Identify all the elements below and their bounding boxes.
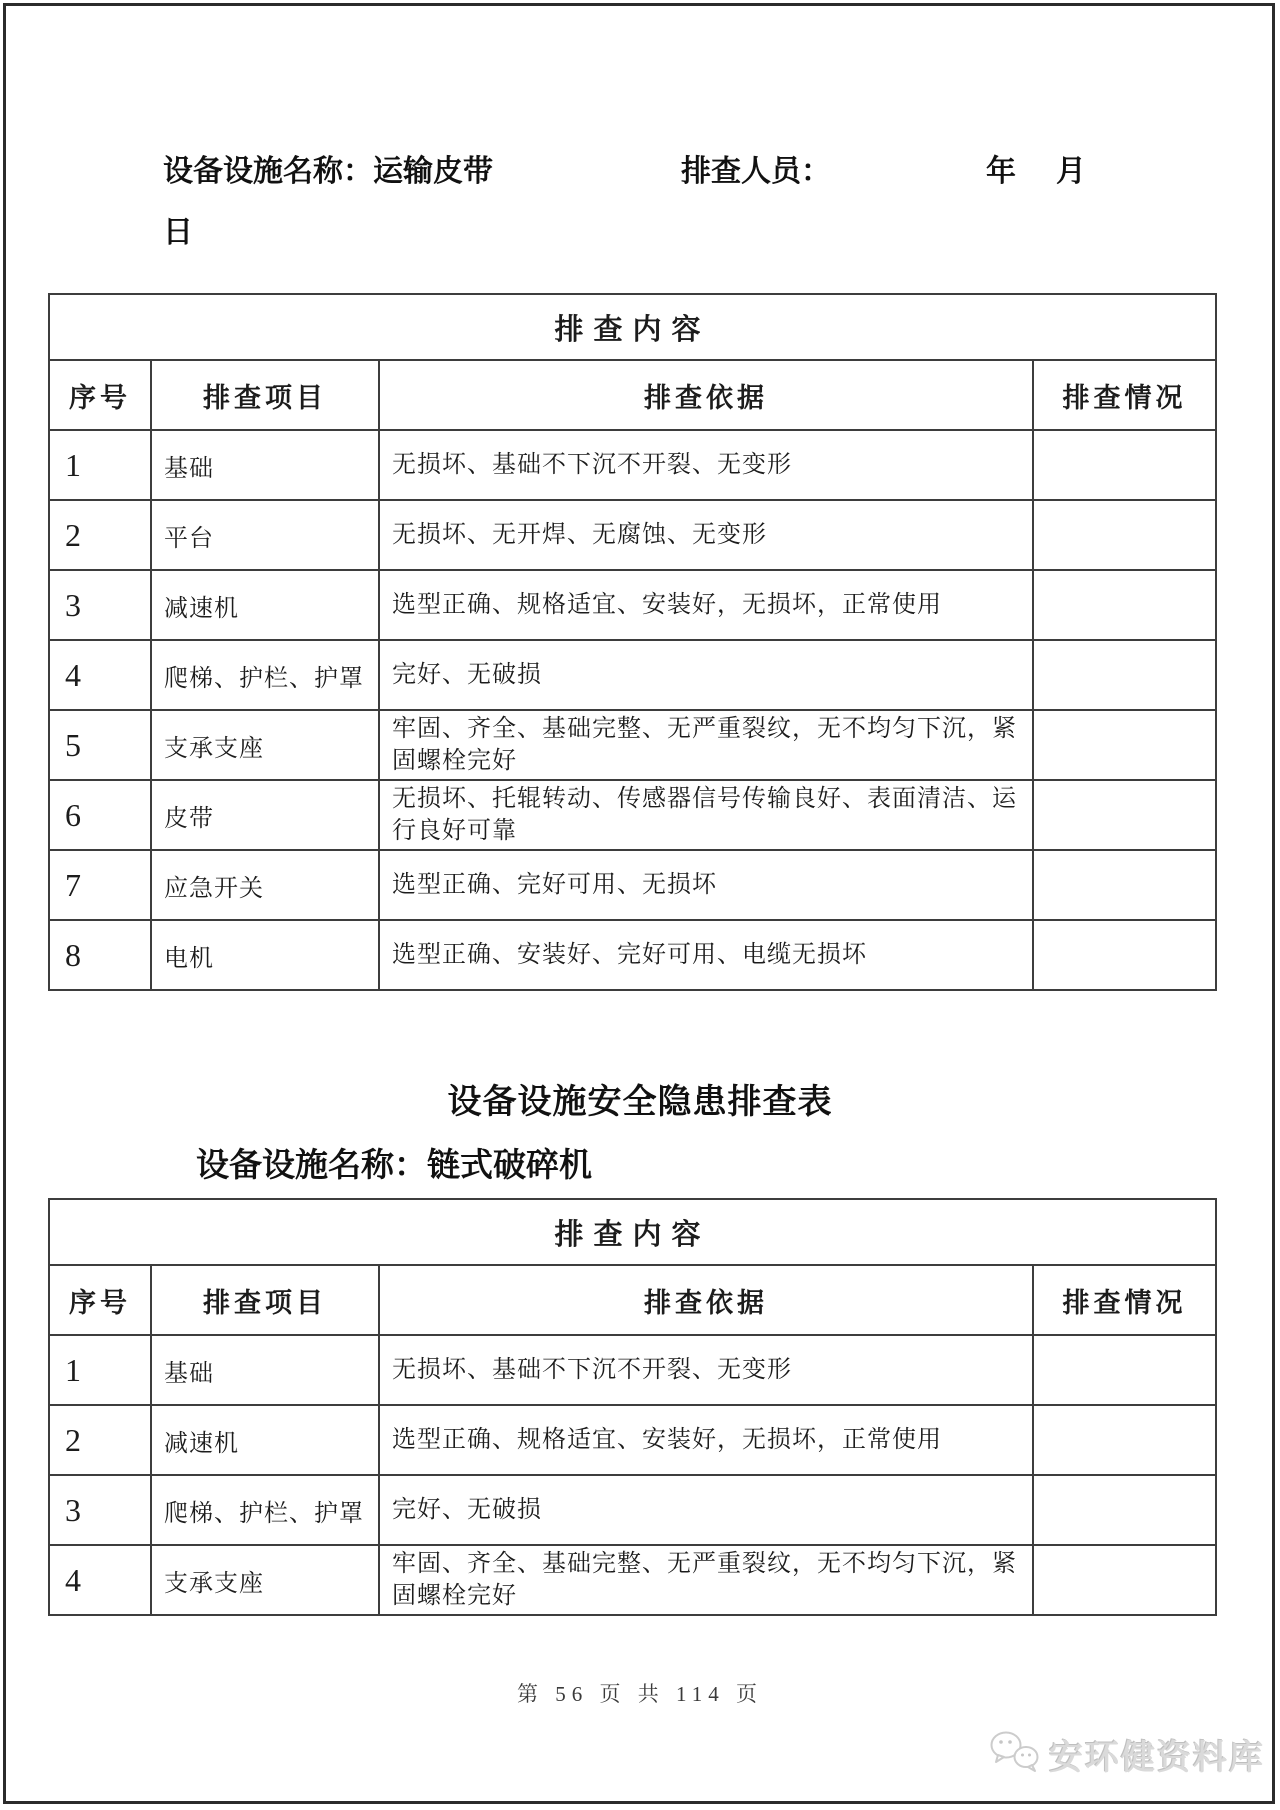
table-caption-row xyxy=(49,1199,1216,1265)
inspection-status-cell xyxy=(1033,1335,1216,1405)
section-title: 设备设施安全隐患排查表 xyxy=(447,1083,833,1121)
page-number-footer: 第 56 页 共 114 页 xyxy=(517,1682,763,1706)
inspection-status-cell xyxy=(1033,500,1216,570)
inspection-basis: 选型正确、规格适宜、安装好，无损坏，正常使用 xyxy=(379,570,1033,640)
inspection-item: 电机 xyxy=(151,920,379,990)
row-number: 7 xyxy=(49,850,151,920)
inspection-item: 爬梯、护栏、护罩 xyxy=(151,1475,379,1545)
inspection-status-cell xyxy=(1033,1475,1216,1545)
inspection-basis: 选型正确、规格适宜、安装好，无损坏，正常使用 xyxy=(379,1405,1033,1475)
col-header-basis: 排查依据 xyxy=(379,360,1033,430)
table-caption: 排查内容 xyxy=(49,1199,1216,1265)
device-name-line-1: 设备设施名称：运输皮带 xyxy=(163,155,493,188)
inspection-item: 皮带 xyxy=(151,780,379,850)
table-header-row xyxy=(49,360,1216,430)
table-row xyxy=(49,1545,1216,1615)
inspection-basis: 完好、无破损 xyxy=(379,640,1033,710)
inspection-item: 支承支座 xyxy=(151,710,379,780)
table-row xyxy=(49,640,1216,710)
inspection-status-cell xyxy=(1033,640,1216,710)
wechat-logo-icon xyxy=(985,1728,1043,1781)
table-row xyxy=(49,430,1216,500)
inspection-item: 平台 xyxy=(151,500,379,570)
inspection-basis: 完好、无破损 xyxy=(379,1475,1033,1545)
watermark-text: 安环健资料库 xyxy=(1049,1739,1265,1777)
col-header-item: 排查项目 xyxy=(151,360,379,430)
row-number: 1 xyxy=(49,430,151,500)
table-row xyxy=(49,1405,1216,1475)
table-header-row xyxy=(49,1265,1216,1335)
row-number: 1 xyxy=(49,1335,151,1405)
row-number: 4 xyxy=(49,1545,151,1615)
table-row xyxy=(49,850,1216,920)
inspection-status-cell xyxy=(1033,1545,1216,1615)
inspection-item: 减速机 xyxy=(151,570,379,640)
day-label: 日 xyxy=(163,216,193,249)
col-header-no: 序号 xyxy=(49,360,151,430)
inspection-basis: 牢固、齐全、基础完整、无严重裂纹，无不均匀下沉，紧固螺栓完好 xyxy=(379,1545,1033,1615)
row-number: 4 xyxy=(49,640,151,710)
inspection-basis: 无损坏、无开焊、无腐蚀、无变形 xyxy=(379,500,1033,570)
inspection-item: 支承支座 xyxy=(151,1545,379,1615)
inspector-label: 排查人员： xyxy=(681,155,831,188)
inspection-status-cell xyxy=(1033,710,1216,780)
inspection-status-cell xyxy=(1033,780,1216,850)
table-row xyxy=(49,570,1216,640)
inspection-status-cell xyxy=(1033,920,1216,990)
inspection-basis: 选型正确、完好可用、无损坏 xyxy=(379,850,1033,920)
row-number: 3 xyxy=(49,1475,151,1545)
table-row xyxy=(49,1335,1216,1405)
inspection-status-cell xyxy=(1033,570,1216,640)
inspection-item: 减速机 xyxy=(151,1405,379,1475)
col-header-status: 排查情况 xyxy=(1033,1265,1216,1335)
inspection-table-transport-belt xyxy=(48,293,1217,991)
year-label: 年 xyxy=(986,155,1016,188)
inspection-basis: 无损坏、基础不下沉不开裂、无变形 xyxy=(379,1335,1033,1405)
watermark xyxy=(985,1728,1265,1781)
inspection-basis: 无损坏、托辊转动、传感器信号传输良好、表面清洁、运行良好可靠 xyxy=(379,780,1033,850)
month-label: 月 xyxy=(1056,155,1086,188)
row-number: 6 xyxy=(49,780,151,850)
inspection-basis: 选型正确、安装好、完好可用、电缆无损坏 xyxy=(379,920,1033,990)
inspection-basis: 牢固、齐全、基础完整、无严重裂纹，无不均匀下沉，紧固螺栓完好 xyxy=(379,710,1033,780)
inspection-table-chain-crusher xyxy=(48,1198,1217,1616)
row-number: 5 xyxy=(49,710,151,780)
col-header-no: 序号 xyxy=(49,1265,151,1335)
inspection-item: 应急开关 xyxy=(151,850,379,920)
table-row xyxy=(49,500,1216,570)
row-number: 8 xyxy=(49,920,151,990)
table-row xyxy=(49,1475,1216,1545)
table-row xyxy=(49,920,1216,990)
col-header-item: 排查项目 xyxy=(151,1265,379,1335)
inspection-status-cell xyxy=(1033,850,1216,920)
row-number: 2 xyxy=(49,1405,151,1475)
inspection-basis: 无损坏、基础不下沉不开裂、无变形 xyxy=(379,430,1033,500)
device-name-line-2: 设备设施名称：链式破碎机 xyxy=(196,1146,592,1183)
inspection-item: 基础 xyxy=(151,430,379,500)
table-caption: 排查内容 xyxy=(49,294,1216,360)
col-header-basis: 排查依据 xyxy=(379,1265,1033,1335)
row-number: 2 xyxy=(49,500,151,570)
inspection-item: 基础 xyxy=(151,1335,379,1405)
inspection-item: 爬梯、护栏、护罩 xyxy=(151,640,379,710)
table-row xyxy=(49,710,1216,780)
inspection-status-cell xyxy=(1033,430,1216,500)
table-row xyxy=(49,780,1216,850)
col-header-status: 排查情况 xyxy=(1033,360,1216,430)
row-number: 3 xyxy=(49,570,151,640)
inspection-status-cell xyxy=(1033,1405,1216,1475)
table-caption-row xyxy=(49,294,1216,360)
